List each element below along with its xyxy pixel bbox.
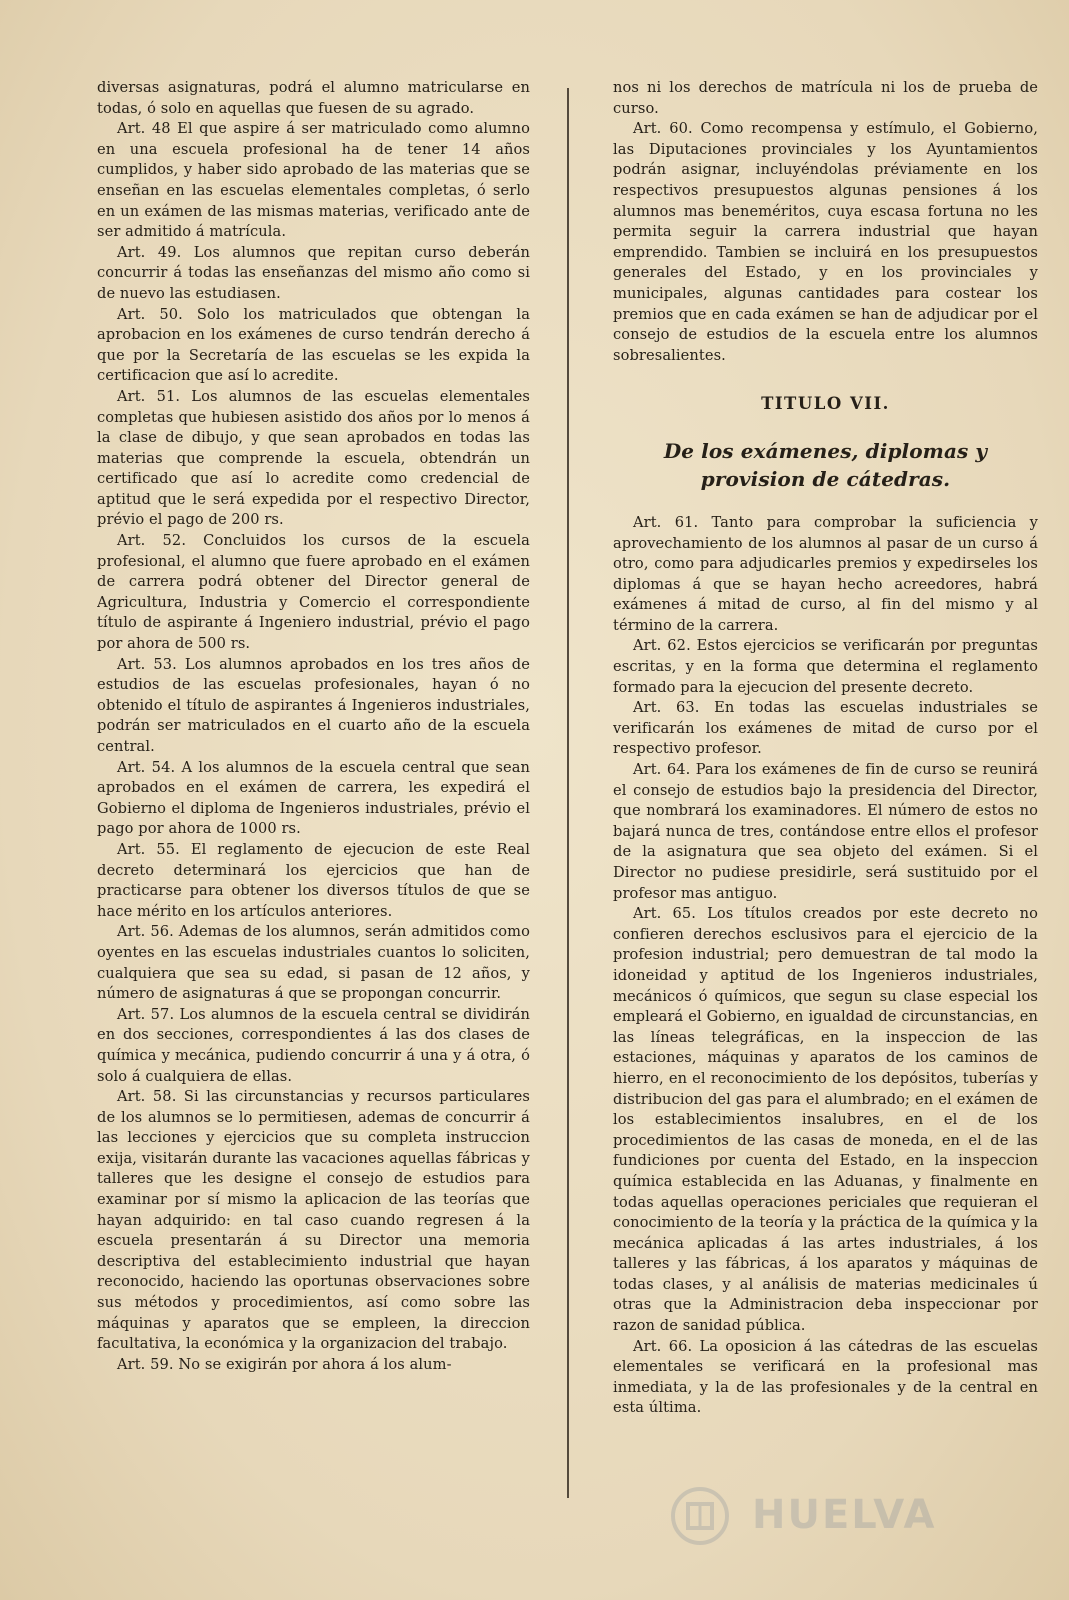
left-text-column	[97, 78, 530, 1518]
article-63: Art. 63. En todas las escuelas industriales se verificarán los exámenes de mitad de curso por el respectivo profesor.	[613, 699, 1038, 758]
article-56: Art. 56. Ademas de los alumnos, serán admitidos como oyentes en las escuelas industriales cuantos lo soliciten, cualquiera que sea su edad, si pasan de 12 años, y número de asignaturas á que se propongan concurrir.	[97, 923, 530, 1003]
paragraph-continuation-right: nos ni los derechos de matrícula ni los de prueba de curso.	[613, 79, 1038, 117]
article-53: Art. 53. Los alumnos aprobados en los tres años de estudios de las escuelas profesionales, hayan ó no obtenido el título de aspirantes á Ingenieros industriales, podrán ser matriculados en el cuarto año de la escuela central.	[97, 655, 530, 755]
watermark-text: HUELVA	[752, 1492, 937, 1538]
right-text-column	[613, 78, 1038, 1498]
paragraph-continuation: diversas asignaturas, podrá el alumno matricularse en todas, ó solo en aquellas que fuesen de su agrado.	[97, 79, 530, 117]
article-61: Art. 61. Tanto para comprobar la suficiencia y aprovechamiento de los alumnos al pasar de un curso á otro, como para adjudicarles premios y expedirseles los diplomas á que se hayan hecho acreedores, habrá exámenes á mitad de curso, al fin del mismo y al término de la carrera.	[613, 513, 1038, 634]
article-62: Art. 62. Estos ejercicios se verificarán por preguntas escritas, y en la forma que determina el reglamento formado para la ejecucion del presente decreto.	[613, 637, 1038, 696]
section-title: TITULO VII.	[761, 394, 890, 414]
article-50: Art. 50. Solo los matriculados que obtengan la aprobacion en los exámenes de curso tendrán derecho á que por la Secretaría de las escuelas se les expida la certificacion que así lo acredite.	[97, 305, 530, 385]
article-66: Art. 66. La oposicion á las cátedras de las escuelas elementales se verificará en la profesional mas inmediata, y la de las profesionales y de la central en esta última.	[613, 1337, 1038, 1417]
article-64: Art. 64. Para los exámenes de fin de curso se reunirá el consejo de estudios bajo la presidencia del Director, que nombrará los examinadores. El número de estos no bajará nunca de tres, contándose entre ellos el profesor de la asignatura que sea objeto del exámen. Si el Director no pudiese presidirle, será sustituido por el profesor mas antiguo.	[613, 761, 1038, 902]
library-watermark	[660, 1486, 980, 1546]
article-49: Art. 49. Los alumnos que repitan curso deberán concurrir á todas las enseñanzas del mismo año como si de nuevo las estudiasen.	[97, 243, 530, 302]
article-51: Art. 51. Los alumnos de las escuelas elementales completas que hubiesen asistido dos años por lo menos á la clase de dibujo, y que sean aprobados en todas las materias que comprende la escuela, obtendrán un certificado que así lo acredite como credencial de aptitud que le será expedida por el respectivo Director, prévio el pago de 200 rs.	[97, 387, 530, 529]
article-48: Art. 48 El que aspire á ser matriculado como alumno en una escuela profesional ha de tener 14 años cumplidos, y haber sido aprobado de las materias que se enseñan en las escuelas elementales completas, ó serlo en un exámen de las mismas materias, verificado ante de ser admitido á matrícula.	[97, 120, 530, 241]
article-57: Art. 57. Los alumnos de la escuela central se dividirán en dos secciones, correspondientes á las dos clases de química y mecánica, pudiendo concurrir á una y á otra, ó solo á cualquiera de ellas.	[97, 1005, 530, 1085]
article-59: Art. 59. No se exigirán por ahora á los alum-	[117, 1355, 452, 1373]
article-54: Art. 54. A los alumnos de la escuela central que sean aprobados en el exámen de carrera, les expedirá el Gobierno el diploma de Ingenieros industriales, prévio el pago por ahora de 1000 rs.	[97, 758, 530, 838]
article-65: Art. 65. Los títulos creados por este decreto no confieren derechos esclusivos para el ejercicio de la profesion industrial; pero demuestran de tal modo la idoneidad y aptitud de los Ingenieros industriales, mecánicos ó químicos, que segun su clase especial los empleará el Gobierno, en igualdad de circunstancias, en las líneas telegráficas, en la inspeccion de las estaciones, máquinas y aparatos de los caminos de hierro, en el reconocimiento de los depósitos, tuberías y distribucion del gas para el alumbrado; en el exámen de los establecimientos insalubres, en el de los procedimientos de las casas de moneda, en el de las fundiciones por cuenta del Estado, en la inspeccion química establecida en las Aduanas, y finalmente en todas aquellas operaciones periciales que requieran el conocimiento de la teoría y la práctica de la química y la mecánica aplicadas á las artes industriales, á los talleres y las fábricas, á los aparatos y máquinas de todas clases, y al análisis de materias medicinales ú otras que la Administracion deba inspeccionar por razon de sanidad pública.	[613, 905, 1038, 1335]
library-seal-icon	[670, 1486, 730, 1546]
section-subtitle: De los exámenes, diplomas y provision de cátedras.	[663, 438, 988, 491]
article-52: Art. 52. Concluidos los cursos de la escuela profesional, el alumno que fuere aprobado en el exámen de carrera podrá obtener del Director general de Agricultura, Industria y Comercio el correspondiente título de aspirante á Ingeniero industrial, prévio el pago por ahora de 500 rs.	[97, 532, 530, 653]
article-60: Art. 60. Como recompensa y estímulo, el Gobierno, las Diputaciones provinciales y los Ayuntamientos podrán asignar, incluyéndolas préviamente en los respectivos presupuestos algunas pensiones á los alumnos mas beneméritos, cuya escasa fortuna no les permita seguir la carrera industrial que hayan emprendido. Tambien se incluirá en los presupuestos generales del Estado, y en los provinciales y municipales, algunas cantidades para costear los premios que en cada exámen se han de adjudicar por el consejo de estudios de la escuela entre los alumnos sobresalientes.	[613, 120, 1038, 364]
article-58: Art. 58. Si las circunstancias y recursos particulares de los alumnos se lo permitiesen, ademas de concurrir á las lecciones y ejercicios que su completa instruccion exija, visitarán durante las vacaciones aquellas fábricas y talleres que les designe el consejo de estudios para examinar por sí mismo la aplicacion de las teorías que hayan adquirido: en tal caso cuando regresen á la escuela presentarán á su Director una memoria descriptiva del establecimiento industrial que hayan reconocido, haciendo las oportunas observaciones sobre sus métodos y procedimientos, así como sobre las máquinas y aparatos que se empleen, la direccion facultativa, la económica y la organizacion del trabajo.	[97, 1088, 530, 1353]
column-divider	[567, 88, 569, 1498]
article-55: Art. 55. El reglamento de ejecucion de este Real decreto determinará los ejercicios que han de practicarse para obtener los diversos títulos de que se hace mérito en los artículos anteriores.	[97, 840, 530, 920]
